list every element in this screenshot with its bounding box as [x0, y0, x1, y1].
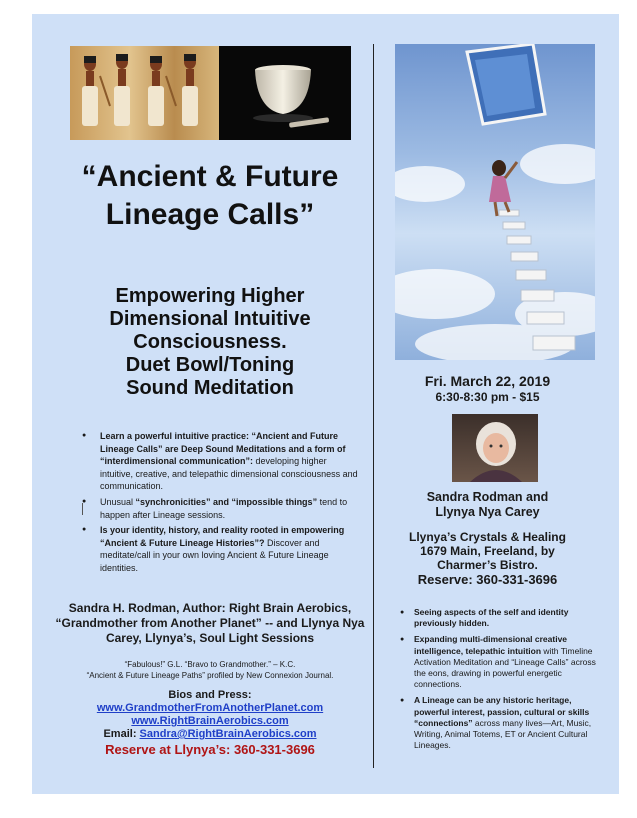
event-datetime [380, 373, 595, 405]
left-bullet-list [80, 430, 362, 578]
list-item [400, 695, 600, 751]
bullet-text: Discover and meditate/call in your own loving Ancient & Future Lineage identities. [100, 537, 329, 573]
presenter-line: Sandra Rodman and [426, 490, 549, 504]
bullet-bold-text: Seeing aspects of the self and identity previously hidden. [414, 607, 569, 629]
bios-label: Bios and Press: [168, 689, 252, 701]
presenter-line: Llynya Nya Carey [435, 505, 540, 519]
girl-climbing-stairs-to-sky-image [395, 44, 595, 360]
grandmother-website-link[interactable]: www.GrandmotherFromAnotherPlanet.com [96, 702, 324, 714]
bullet-text: tend to happen after Lineage sessions. [100, 496, 348, 520]
venue-address: 1679 Main, Freeland, by [420, 544, 555, 558]
testimonial-line: “Ancient & Future Lineage Paths” profiled by New Connexion Journal. [86, 671, 334, 680]
email-label: Email: [103, 728, 140, 740]
event-time-price: 6:30-8:30 pm - $15 [435, 390, 540, 404]
bullet-bold-text: Expanding multi-dimensional creative intelligence, telepathic intuition [414, 634, 568, 656]
rightbrain-website-link[interactable]: www.RightBrainAerobics.com [131, 715, 289, 727]
bullet-bold-text: Is your identity, history, and reality rooted in empowering “Ancient & Future Lineage Histories”? [100, 525, 345, 548]
subtitle-line: Consciousness. [133, 331, 287, 353]
list-item [400, 634, 600, 690]
bullet-text: with Timeline Activation Meditation and “Lineage Calls” across the eons, drawing in powerful energetic connections. [414, 645, 596, 690]
event-title: “Ancient & Future Lineage Calls” [81, 160, 339, 231]
list-item [80, 430, 362, 493]
reserve-phone-right: Reserve: 360-331-3696 [417, 572, 558, 587]
venue-info [380, 530, 595, 588]
bullet-bold-text: A Lineage can be any historic heritage, powerful interest, passion, cultural or skills “connections” [414, 695, 590, 728]
venue-name: Llynya’s Crystals & Healing [409, 530, 566, 544]
bullet-text: developing higher intuitive, creative, and telepathic dimensional consciousness and communication. [100, 456, 358, 492]
subtitle-line: Empowering Higher [115, 285, 305, 307]
presenters [380, 490, 595, 520]
list-item [80, 524, 362, 574]
reserve-phone-left: Reserve at Llynya’s: 360-331-3696 [105, 742, 315, 757]
bullet-text: across many lives—Art, Music, Writing, Animal Totems, ET or Ancient Cultural Lineages. [414, 717, 592, 751]
authors-credit: Sandra H. Rodman, Author: Right Brain Aerobics, “Grandmother from Another Planet” -- and Llynya Nya Carey, Llynya’s, Soul Light Sessions [55, 601, 365, 645]
event-subtitle [55, 285, 365, 400]
subtitle-line: Dimensional Intuitive [109, 308, 311, 330]
presenter-portrait-photo [452, 414, 538, 482]
subtitle-line: Sound Meditation [126, 377, 294, 399]
bullet-bold-text: Learn a powerful intuitive practice: “Ancient and Future Lineage Calls” are Deep Sound Meditations and a form of “interdimensional communication”: [100, 431, 346, 467]
testimonial-line: “Fabulous!” G.L. “Bravo to Grandmother.” – K.C. [124, 660, 296, 669]
bullet-text: Unusual [100, 496, 136, 507]
email-line [50, 728, 370, 741]
subtitle-line: Duet Bowl/Toning [125, 354, 295, 376]
singing-bowl-image [219, 46, 351, 140]
contact-block [50, 689, 370, 758]
column-divider [373, 44, 374, 768]
testimonials [50, 659, 370, 681]
list-item [400, 607, 600, 629]
email-link[interactable]: Sandra@RightBrainAerobics.com [139, 728, 317, 740]
event-date: Fri. March 22, 2019 [424, 373, 551, 389]
venue-landmark: Charmer’s Bistro. [437, 558, 538, 572]
right-bullet-list [400, 607, 600, 756]
list-item [80, 496, 362, 521]
egyptian-musicians-image [70, 46, 219, 140]
bullet-bold-text: “synchronicities” and “impossible things” [135, 496, 318, 507]
